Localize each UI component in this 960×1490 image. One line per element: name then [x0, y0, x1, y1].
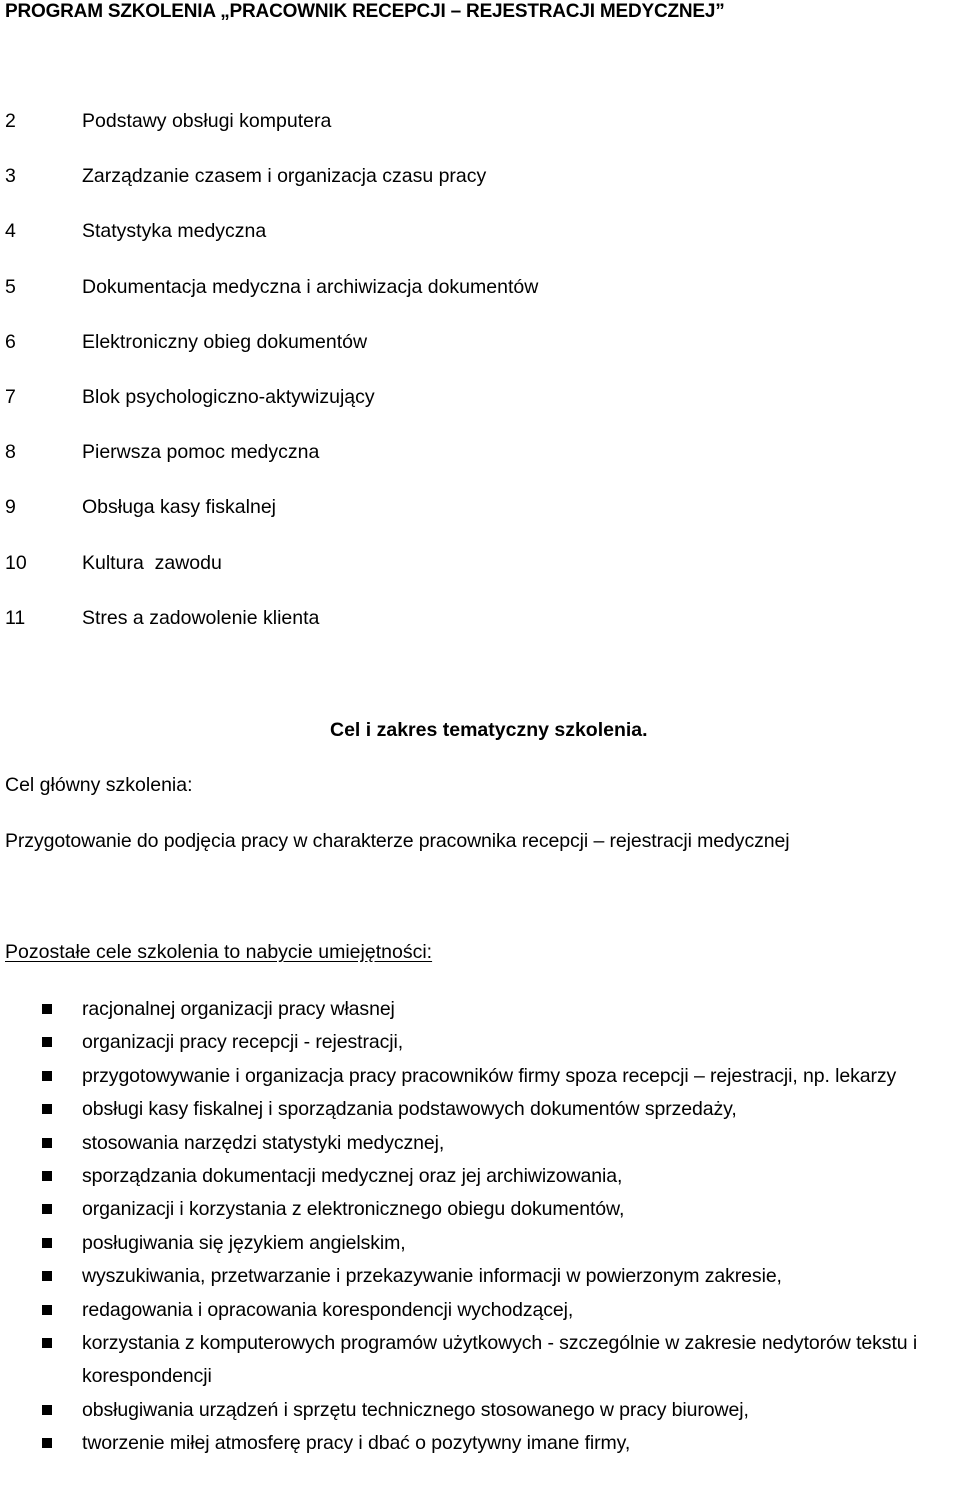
goal-text: posługiwania się językiem angielskim, — [82, 1231, 406, 1254]
module-name: Statystyka medyczna — [82, 220, 267, 243]
goal-text: wyszukiwania, przetwarzanie i przekazywanie informacji w powierzonym zakresie, — [82, 1265, 782, 1288]
module-number: 2 — [5, 110, 16, 132]
goal-item — [0, 1127, 960, 1160]
module-name: Podstawy obsługi komputera — [82, 110, 332, 132]
document-title: PROGRAM SZKOLENIA „PRACOWNIK RECEPCJI – REJESTRACJI MEDYCZNEJ” — [5, 1, 725, 22]
goal-item — [0, 1394, 960, 1427]
module-number: 4 — [5, 220, 16, 243]
square-bullet-icon — [42, 1438, 52, 1448]
module-name: Zarządzanie czasem i organizacja czasu pracy — [82, 165, 487, 188]
main-goal-label: Cel główny szkolenia: — [5, 774, 193, 796]
goal-text: sporządzania dokumentacji medycznej oraz jej archiwizowania, — [82, 1165, 623, 1188]
square-bullet-icon — [42, 1271, 52, 1281]
goal-item — [0, 1026, 960, 1059]
goal-item — [0, 1160, 960, 1193]
module-number: 11 — [5, 606, 26, 629]
square-bullet-icon — [42, 1171, 52, 1181]
module-name: Dokumentacja medyczna i archiwizacja dokumentów — [82, 275, 539, 298]
goal-text: tworzenie miłej atmosferę pracy i dbać o pozytywny imane firmy, — [82, 1432, 631, 1455]
other-goals-list — [0, 993, 960, 1461]
module-item — [0, 163, 960, 218]
square-bullet-icon — [42, 1071, 52, 1081]
goal-text: przygotowywanie i organizacja pracy pracowników firmy spoza recepcji – rejestracji, np. lekarzy — [82, 1064, 897, 1087]
goal-text: stosowania narzędzi statystyki medycznej, — [82, 1131, 445, 1154]
goal-text: organizacji pracy recepcji - rejestracji, — [82, 1031, 404, 1054]
goal-item — [0, 1227, 960, 1260]
module-item — [0, 218, 960, 273]
module-item — [0, 108, 960, 163]
module-item — [0, 494, 960, 549]
main-goal-text: Przygotowanie do podjęcia pracy w charakterze pracownika recepcji – rejestracji medycznej — [5, 830, 790, 852]
square-bullet-icon — [42, 1204, 52, 1214]
section-heading: Cel i zakres tematyczny szkolenia. — [330, 719, 648, 741]
module-item — [0, 384, 960, 439]
goal-item — [0, 1093, 960, 1126]
module-name: Pierwsza pomoc medyczna — [82, 441, 320, 464]
module-number: 8 — [5, 441, 16, 464]
module-item — [0, 439, 960, 494]
module-number: 6 — [5, 330, 16, 353]
goal-text: organizacji i korzystania z elektronicznego obiegu dokumentów, — [82, 1198, 625, 1221]
square-bullet-icon — [42, 1004, 52, 1014]
module-number: 3 — [5, 165, 16, 188]
goal-text: korzystania z komputerowych programów użytkowych - szczególnie w zakresie nedytorów tekstu i korespondencji — [82, 1332, 918, 1388]
goal-item — [0, 1193, 960, 1226]
other-goals-label: Pozostałe cele szkolenia to nabycie umiejętności: — [5, 941, 433, 963]
goal-text: redagowania i opracowania korespondencji wychodzącej, — [82, 1298, 574, 1321]
goal-text: racjonalnej organizacji pracy własnej — [82, 998, 395, 1020]
module-name: Blok psychologiczno-aktywizujący — [82, 385, 375, 408]
module-number: 10 — [5, 551, 27, 574]
square-bullet-icon — [42, 1338, 52, 1348]
goal-item — [0, 1260, 960, 1293]
module-name: Obsługa kasy fiskalnej — [82, 496, 277, 519]
square-bullet-icon — [42, 1037, 52, 1047]
module-name: Kultura zawodu — [82, 551, 222, 574]
goal-item — [0, 1060, 960, 1093]
module-number: 7 — [5, 385, 16, 408]
goal-text: obsługiwania urządzeń i sprzętu technicznego stosowanego w pracy biurowej, — [82, 1398, 749, 1421]
goal-item — [0, 1327, 960, 1394]
goal-item — [0, 1427, 960, 1460]
module-item — [0, 329, 960, 384]
module-item — [0, 605, 960, 660]
goal-item — [0, 993, 960, 1026]
square-bullet-icon — [42, 1104, 52, 1114]
square-bullet-icon — [42, 1238, 52, 1248]
module-number: 9 — [5, 496, 16, 519]
module-list — [0, 108, 960, 660]
square-bullet-icon — [42, 1138, 52, 1148]
goal-text: obsługi kasy fiskalnej i sporządzania podstawowych dokumentów sprzedaży, — [82, 1098, 737, 1121]
module-name: Elektroniczny obieg dokumentów — [82, 330, 368, 353]
square-bullet-icon — [42, 1405, 52, 1415]
square-bullet-icon — [42, 1305, 52, 1315]
goal-item — [0, 1294, 960, 1327]
module-number: 5 — [5, 275, 16, 298]
module-item — [0, 550, 960, 605]
module-item — [0, 274, 960, 329]
module-name: Stres a zadowolenie klienta — [82, 606, 320, 629]
